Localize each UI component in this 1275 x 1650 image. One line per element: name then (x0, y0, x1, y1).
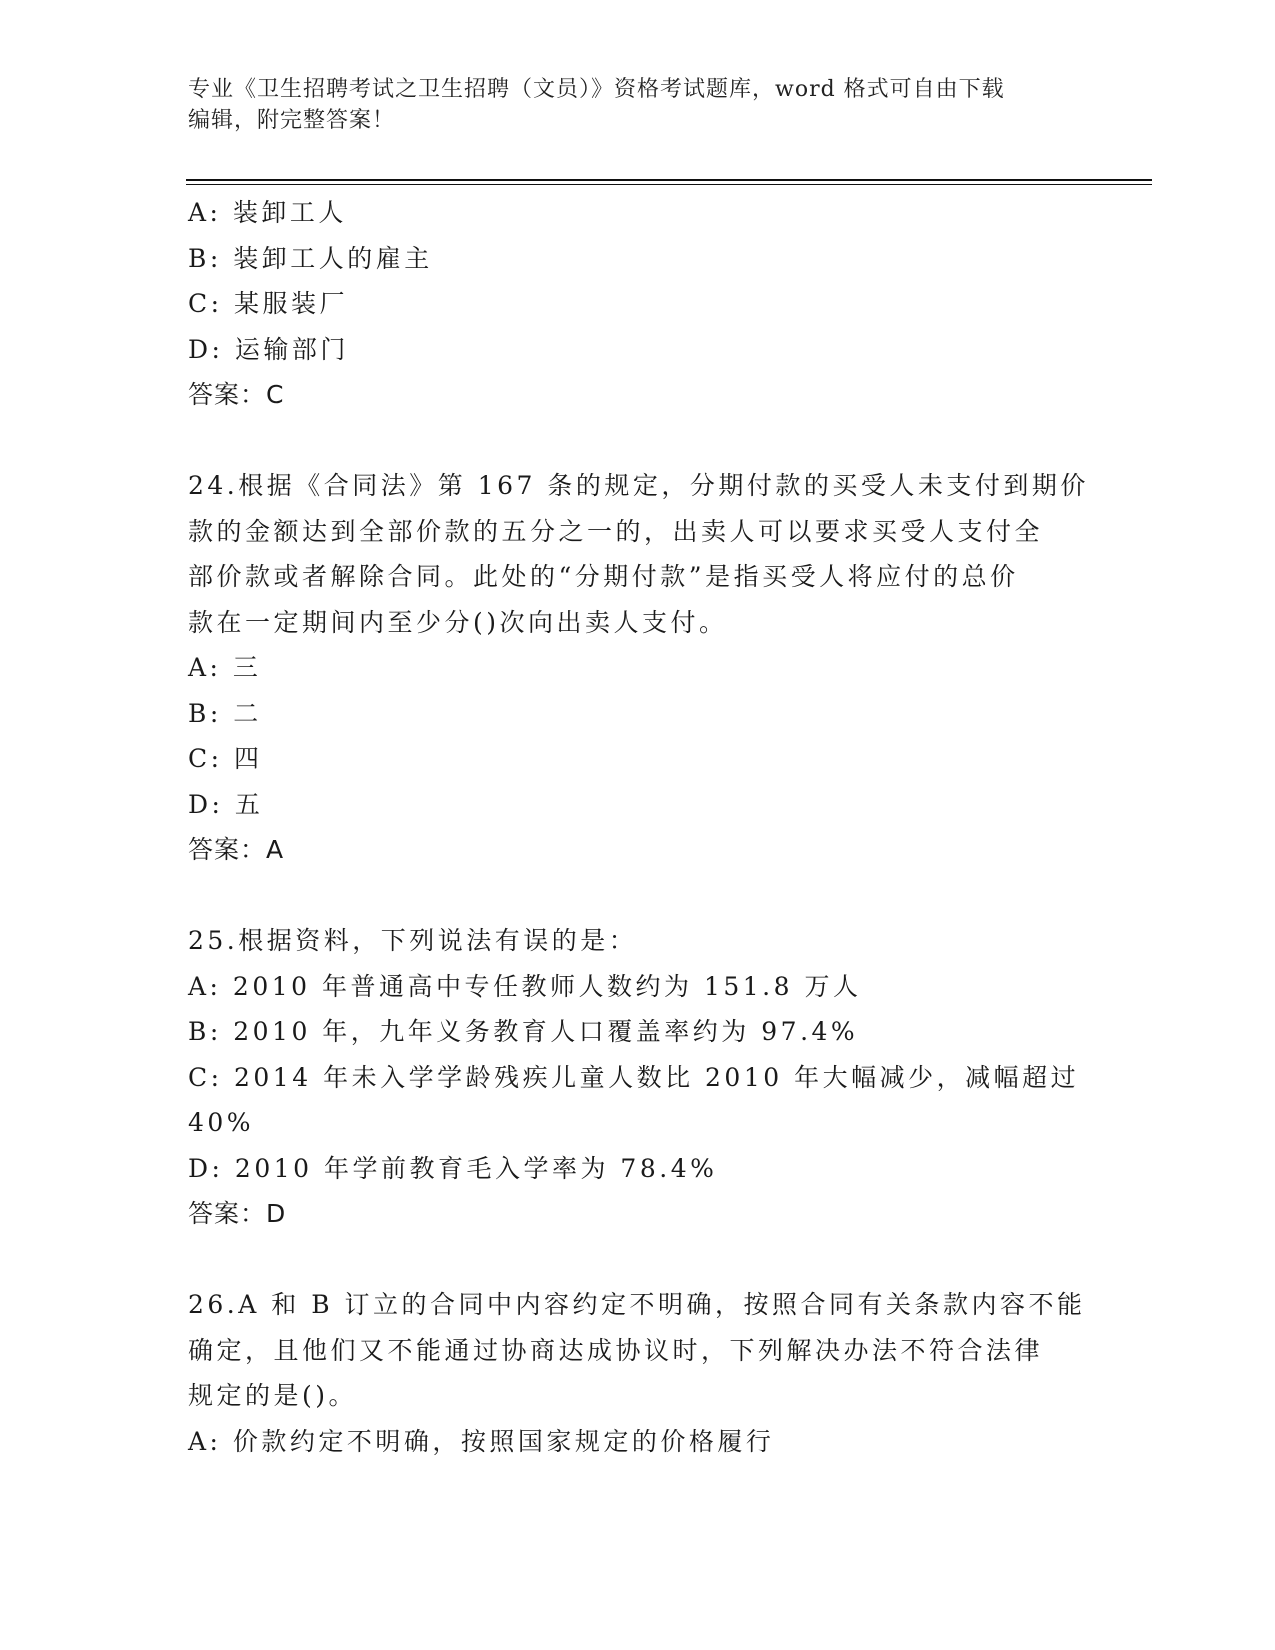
answer-label: 答案：A (188, 835, 285, 864)
spacer (188, 873, 1088, 919)
option-b: B: 2010 年，九年义务教育人口覆盖率约为 97.4% (188, 1017, 859, 1046)
question-text-line: 款在一定期间内至少分()次向出卖人支付。 (188, 607, 728, 637)
option-a: A: 2010 年普通高中专任教师人数约为 151.8 万人 (188, 971, 862, 1001)
option-a: A: 三 (188, 653, 262, 682)
question-24-block (188, 463, 1088, 873)
option-c: C: 某服装厂 (188, 289, 348, 318)
option-d: D: 五 (188, 789, 264, 819)
answer-label: 答案：C (188, 380, 285, 409)
option-b: B: 二 (188, 698, 262, 728)
header-line-2: 编辑，附完整答案！ (188, 108, 396, 133)
header-line-1: 专业《卫生招聘考试之卫生招聘（文员）》资格考试题库，word 格式可自由下载 (188, 77, 1005, 102)
option-d: D: 运输部门 (188, 334, 349, 364)
question-text-line: 确定，且他们又不能通过协商达成协议时，下列解决办法不符合法律 (188, 1335, 1044, 1365)
header-divider-thick (186, 179, 1152, 181)
option-c-continued: 40% (188, 1108, 255, 1137)
question-content (188, 190, 1088, 1464)
question-text-line: 规定的是()。 (188, 1381, 358, 1410)
option-c: C: 四 (188, 744, 263, 773)
option-d: D: 2010 年学前教育毛入学率为 78.4% (188, 1153, 718, 1183)
question-26-block (188, 1282, 1088, 1464)
spacer (188, 418, 1088, 464)
question-text-line: 部价款或者解除合同。此处的“分期付款”是指买受人将应付的总价 (188, 562, 1019, 591)
question-text-line: 25.根据资料，下列说法有误的是： (188, 926, 638, 955)
question-text-line: 26.A 和 B 订立的合同中内容约定不明确，按照合同有关条款内容不能 (188, 1290, 1086, 1319)
option-a: A: 价款约定不明确，按照国家规定的价格履行 (188, 1426, 775, 1456)
question-text-line: 24.根据《合同法》第 167 条的规定，分期付款的买受人未支付到期价 (188, 471, 1089, 500)
spacer (188, 1237, 1088, 1283)
prev-question-block (188, 190, 1088, 418)
option-b: B: 装卸工人的雇主 (188, 243, 433, 273)
header-divider-thin (186, 184, 1152, 185)
question-text-line: 款的金额达到全部价款的五分之一的，出卖人可以要求买受人支付全 (188, 516, 1044, 546)
page-header (188, 74, 1088, 136)
question-25-block (188, 918, 1088, 1237)
answer-label: 答案：D (188, 1199, 287, 1228)
option-a: A: 装卸工人 (188, 198, 347, 227)
option-c: C: 2014 年未入学学龄残疾儿童人数比 2010 年大幅减少，减幅超过 (188, 1062, 1080, 1092)
